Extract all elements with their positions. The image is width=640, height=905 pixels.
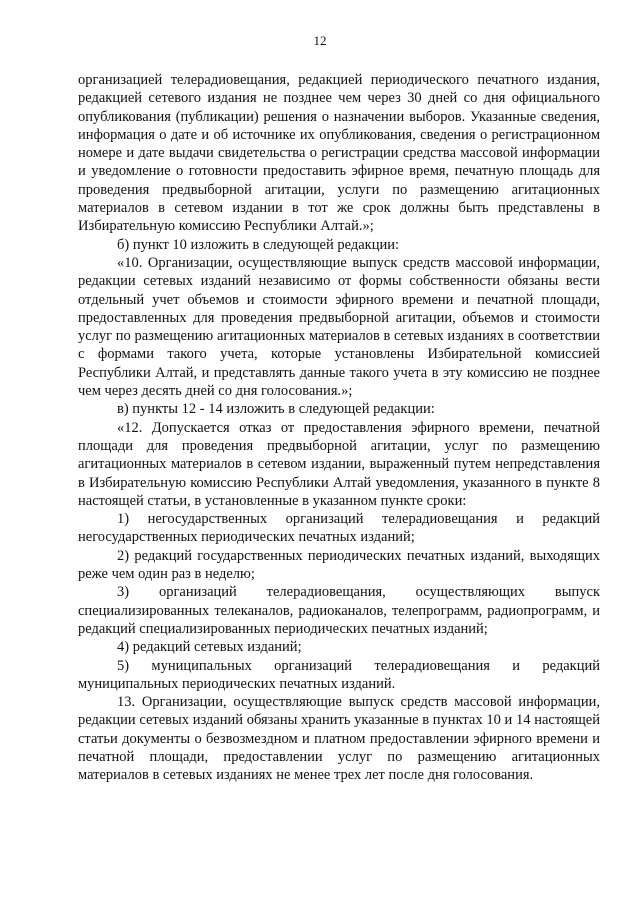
list-item-4: 4) редакций сетевых изданий; bbox=[117, 639, 302, 656]
list-item-5: 5) муниципальных организаций телерадиовещания и редакций муниципальных периодических печатных изданий. bbox=[78, 657, 600, 692]
paragraph-item-10: «10. Организации, осуществляющие выпуск средств массовой информации, редакции сетевых изданий независимо от формы собственности обязаны вести отдельный учет объемов и стоимости эфирного времени и печатной площади, предоставленных для проведения предвыборной агитации, объемов и стоимости услуг по размещению агитационных материалов в сетевых изданиях в соответствии с формами такого учета, которые установлены Избирательной комиссией Республики Алтай, и представлять данные такого учета в эту комиссию не позднее чем через десять дней со дня голосования.»; bbox=[78, 254, 600, 400]
paragraph-item-12: «12. Допускается отказ от предоставления эфирного времени, печатной площади для проведения предвыборной агитации, услуг по размещению агитационных материалов в сетевом издании, выраженный путем непредставления в Избирательную комиссию Республики Алтай уведомления, указанного в пункте 8 настоящей статьи, в установленные в указанном пункте сроки: bbox=[78, 419, 600, 509]
list-item-1: 1) негосударственных организаций телерадиовещания и редакций негосударственных периодических печатных изданий; bbox=[78, 511, 600, 546]
paragraph-amendment-v: в) пункты 12 - 14 изложить в следующей редакции: bbox=[117, 401, 435, 418]
paragraph-continuation: организацией телерадиовещания, редакцией периодического печатного издания, редакцией сетевого издания не позднее чем через 30 дней со дня официального опубликования (публикации) решения о назначении выборов. Указанные сведения, информация о дате и об источнике их опубликования, сведения о регистрационном номере и дате выдачи свидетельства о регистрации средства массовой информации и уведомление о готовности предоставить эфирное время, печатную площадь для проведения предвыборной агитации, услуги по размещению агитационных материалов в сетевом издании в тот же срок должны быть представлены в Избирательную комиссию Республики Алтай.»; bbox=[78, 72, 600, 235]
list-item-3: 3) организаций телерадиовещания, осуществляющих выпуск специализированных телеканалов, радиоканалов, телепрограмм, радиопрограмм, и редакций специализированных периодических печатных изданий; bbox=[78, 584, 600, 637]
paragraph-item-13: 13. Организации, осуществляющие выпуск средств массовой информации, редакции сетевых изданий обязаны хранить указанные в пунктах 10 и 14 настоящей статьи документы о безвозмездном и платном предоставлении эфирного времени и печатной площади, предоставлении услуг по размещению агитационных материалов в сетевых изданиях не менее трех лет после дня голосования. bbox=[78, 694, 600, 784]
page-number: 12 bbox=[313, 33, 327, 48]
list-item-2: 2) редакций государственных периодических печатных изданий, выходящих реже чем один раз в неделю; bbox=[78, 547, 600, 583]
document-body bbox=[78, 71, 600, 785]
paragraph-amendment-b: б) пункт 10 изложить в следующей редакции: bbox=[117, 236, 399, 253]
